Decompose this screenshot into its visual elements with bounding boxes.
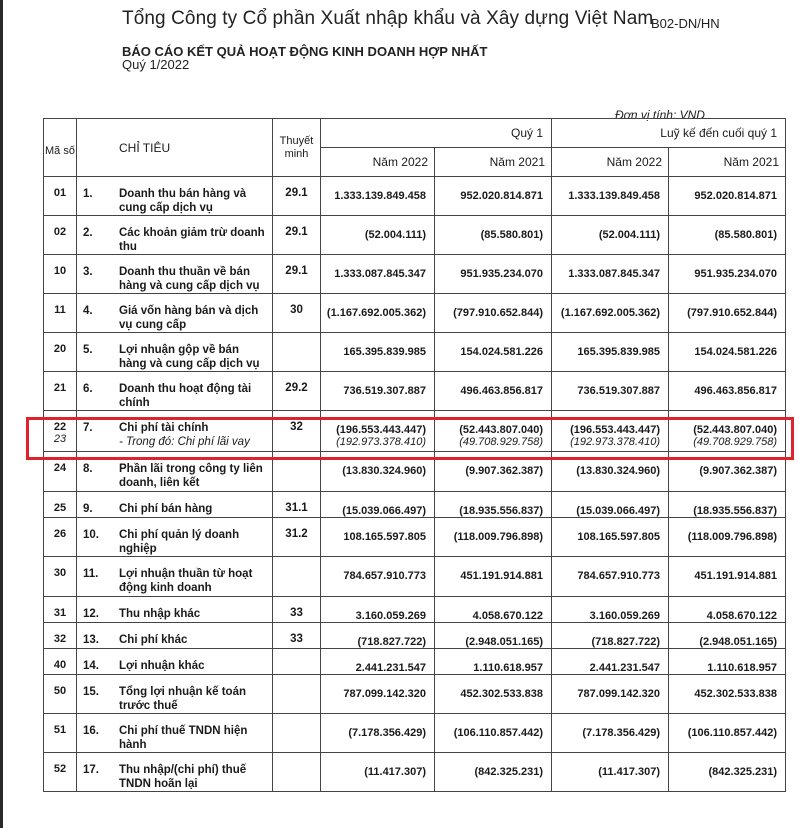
row-value: (196.553.443.447) (570, 424, 661, 436)
row-value-sub: (49.708.929.758) (693, 436, 778, 448)
row-indicator (77, 518, 273, 557)
row-value: 1.110.618.957 (707, 662, 778, 674)
row-code (44, 753, 77, 792)
row-indicator (77, 452, 273, 492)
row-value-y2021 (669, 597, 786, 623)
table-row (44, 518, 786, 557)
row-indicator (77, 623, 273, 649)
row-note: 29.1 (273, 177, 321, 216)
row-value-q2022 (321, 216, 435, 255)
row-code-value: 40 (53, 659, 67, 671)
row-value-q2021 (435, 714, 552, 753)
row-note: 32 (273, 411, 321, 452)
table-row (44, 216, 786, 255)
row-number: 16. (83, 725, 99, 737)
row-value: 451.191.914.881 (694, 570, 778, 582)
table-row (44, 597, 786, 623)
row-number: 5. (83, 344, 93, 356)
row-indicator (77, 333, 273, 372)
row-label-block (119, 343, 272, 371)
row-note: 31.1 (273, 492, 321, 518)
row-value-y2021 (669, 294, 786, 333)
row-value: 787.099.142.320 (577, 688, 661, 700)
header-row-group (44, 119, 786, 148)
row-value: 1.333.087.845.347 (334, 268, 426, 280)
row-value-y2022 (552, 753, 669, 792)
row-label-block (119, 607, 272, 621)
row-value: (18.935.556.837) (693, 505, 778, 517)
row-value: (15.039.066.497) (576, 505, 661, 517)
row-value-q2022 (321, 177, 435, 216)
table-row (44, 294, 786, 333)
header-quarter-group: Quý 1 (321, 119, 552, 148)
row-value-y2021 (669, 714, 786, 753)
row-value-y2022 (552, 714, 669, 753)
row-indicator (77, 597, 273, 623)
table-row (44, 675, 786, 714)
row-value: (196.553.443.447) (336, 424, 426, 436)
row-value-q2021 (435, 333, 552, 372)
row-code-value: 32 (53, 633, 67, 645)
row-value-q2021 (435, 753, 552, 792)
row-label: Chi phí khác (119, 634, 188, 646)
row-value-y2022 (552, 177, 669, 216)
row-sub-label: - Trong đó: Chi phí lãi vay (119, 436, 250, 448)
row-code (44, 255, 77, 294)
row-label: Thu nhập khác (119, 608, 201, 620)
income-statement-table (43, 118, 786, 792)
row-note: 29.1 (273, 255, 321, 294)
row-code-value: 11 (54, 304, 66, 316)
row-value-sub: (192.973.378.410) (570, 436, 661, 448)
row-code (44, 597, 77, 623)
row-value-y2022 (552, 411, 669, 452)
row-label: Lợi nhuận gộp về bán hàng và cung cấp dịch vụ (119, 344, 260, 370)
row-value-q2021 (435, 492, 552, 518)
row-code (44, 333, 77, 372)
row-indicator (77, 372, 273, 411)
row-value-q2022 (321, 649, 435, 675)
row-note: 29.1 (273, 216, 321, 255)
row-value-q2021 (435, 372, 552, 411)
row-number: 2. (83, 227, 93, 239)
row-code-value: 30 (53, 567, 67, 579)
row-code-value: 52 (53, 763, 67, 775)
row-value: 1.110.618.957 (473, 662, 544, 674)
row-note (273, 675, 321, 714)
row-value: 496.463.856.817 (460, 385, 544, 397)
row-value: 784.657.910.773 (577, 570, 661, 582)
header-code: Mã số (44, 119, 77, 177)
row-value-y2022 (552, 255, 669, 294)
row-code-value: 21 (53, 382, 67, 394)
row-code (44, 518, 77, 557)
row-value: (11.417.307) (598, 766, 661, 778)
row-value-q2021 (435, 452, 552, 492)
row-number: 11. (83, 568, 99, 580)
row-value: 4.058.670.122 (706, 610, 778, 622)
row-value-y2021 (669, 255, 786, 294)
row-value-y2022 (552, 675, 669, 714)
header-q-2021: Năm 2021 (435, 148, 552, 177)
row-value: (718.827.722) (357, 636, 426, 648)
row-label-block (119, 421, 272, 449)
row-value: 451.191.914.881 (460, 570, 544, 582)
row-indicator (77, 255, 273, 294)
row-code-value: 26 (53, 528, 67, 540)
row-code-value: 25 (53, 502, 67, 514)
row-value-q2021 (435, 177, 552, 216)
row-indicator (77, 411, 273, 452)
row-value: (85.580.801) (714, 229, 778, 241)
table-body (44, 177, 786, 792)
row-value-y2022 (552, 623, 669, 649)
row-note (273, 714, 321, 753)
row-indicator (77, 216, 273, 255)
row-label: Doanh thu bán hàng và cung cấp dịch vụ (119, 188, 247, 214)
row-value: 951.935.234.070 (460, 268, 544, 280)
row-label: Tổng lợi nhuận kế toán trước thuế (119, 686, 247, 712)
row-label-block (119, 685, 272, 713)
table-row (44, 714, 786, 753)
row-value-q2022 (321, 714, 435, 753)
row-label-block (119, 304, 272, 332)
row-value: 108.165.597.805 (343, 531, 426, 543)
row-code (44, 492, 77, 518)
row-value: 1.333.139.849.458 (334, 190, 426, 202)
row-value: (52.004.111) (364, 229, 426, 241)
row-number: 15. (83, 686, 99, 698)
row-value-q2022 (321, 623, 435, 649)
row-value: (842.325.231) (474, 766, 544, 778)
row-label: Chi phí tài chính (119, 422, 209, 434)
row-number: 17. (83, 764, 99, 776)
row-number: 8. (83, 463, 93, 475)
row-code-value: 50 (53, 685, 67, 697)
header-note: Thuyết minh (273, 119, 321, 177)
row-value: (52.443.807.040) (693, 424, 778, 436)
row-value: (797.910.652.844) (453, 307, 544, 319)
row-value: 952.020.814.871 (694, 190, 778, 202)
row-code-value: 01 (53, 187, 67, 199)
row-code (44, 411, 77, 452)
row-value: (15.039.066.497) (342, 505, 426, 517)
row-value-y2021 (669, 372, 786, 411)
row-value-y2022 (552, 294, 669, 333)
row-value: 452.302.533.838 (694, 688, 778, 700)
row-indicator (77, 714, 273, 753)
row-number: 4. (83, 305, 93, 317)
row-indicator (77, 649, 273, 675)
row-label-block (119, 187, 272, 215)
row-code (44, 714, 77, 753)
currency-unit: Đơn vị tính: VND (615, 108, 705, 122)
row-code-value: 02 (53, 226, 67, 238)
row-label-block (119, 763, 272, 791)
table-row (44, 492, 786, 518)
row-value: (13.830.324.960) (576, 465, 661, 477)
row-value: 736.519.307.887 (343, 385, 426, 397)
row-value-q2021 (435, 675, 552, 714)
report-period: Quý 1/2022 (122, 57, 190, 72)
row-label-block (119, 226, 272, 254)
row-value-y2021 (669, 557, 786, 597)
row-value: 496.463.856.817 (694, 385, 778, 397)
row-value-q2022 (321, 597, 435, 623)
row-value-sub: (192.973.378.410) (336, 436, 426, 448)
row-value: (11.417.307) (364, 766, 426, 778)
row-value-q2022 (321, 294, 435, 333)
row-value: 952.020.814.871 (460, 190, 544, 202)
row-value: (797.910.652.844) (687, 307, 778, 319)
row-value: (1.167.692.005.362) (560, 307, 661, 319)
row-value-q2021 (435, 411, 552, 452)
table-row (44, 557, 786, 597)
row-value: 3.160.059.269 (589, 610, 661, 622)
row-note (273, 557, 321, 597)
row-value-q2021 (435, 649, 552, 675)
row-code-value: 31 (53, 607, 67, 619)
row-label-block (119, 659, 272, 673)
row-value: (7.178.356.429) (348, 727, 426, 739)
row-value: (85.580.801) (480, 229, 544, 241)
row-value: 951.935.234.070 (694, 268, 778, 280)
row-value-y2021 (669, 492, 786, 518)
row-label: Phần lãi trong công ty liên doanh, liên kết (119, 463, 263, 489)
row-value-y2022 (552, 557, 669, 597)
row-value: (2.948.051.165) (699, 636, 778, 648)
row-note (273, 649, 321, 675)
table-row (44, 452, 786, 492)
row-value-q2022 (321, 372, 435, 411)
row-value: (2.948.051.165) (465, 636, 544, 648)
row-value-sub: (49.708.929.758) (459, 436, 544, 448)
row-value-q2022 (321, 255, 435, 294)
company-name: Tổng Công ty Cổ phần Xuất nhập khẩu và Xây dựng Việt Nam (122, 8, 654, 29)
report-title: BÁO CÁO KẾT QUẢ HOẠT ĐỘNG KINH DOANH HỢP NHẤT (122, 44, 488, 59)
row-value: 2.441.231.547 (355, 662, 426, 674)
row-indicator (77, 177, 273, 216)
row-code (44, 675, 77, 714)
row-value-q2021 (435, 597, 552, 623)
row-indicator (77, 675, 273, 714)
row-value-q2022 (321, 333, 435, 372)
row-indicator (77, 294, 273, 333)
row-value: 165.395.839.985 (577, 346, 661, 358)
row-value-q2021 (435, 216, 552, 255)
row-value: 1.333.139.849.458 (568, 190, 661, 202)
row-note (273, 452, 321, 492)
row-code-value: 51 (53, 724, 67, 736)
row-label: Chi phí thuế TNDN hiện hành (119, 725, 248, 751)
row-value-q2021 (435, 557, 552, 597)
table-row (44, 333, 786, 372)
row-value-q2021 (435, 518, 552, 557)
row-value: (9.907.362.387) (699, 465, 778, 477)
row-value-y2021 (669, 177, 786, 216)
row-indicator (77, 492, 273, 518)
row-note (273, 753, 321, 792)
row-number: 12. (83, 608, 99, 620)
table-row (44, 372, 786, 411)
table-row (44, 753, 786, 792)
row-label: Chi phí bán hàng (119, 503, 213, 515)
row-value-y2022 (552, 216, 669, 255)
row-value-y2021 (669, 675, 786, 714)
row-note: 31.2 (273, 518, 321, 557)
row-value: 154.024.581.226 (694, 346, 778, 358)
row-value: (7.178.356.429) (582, 727, 661, 739)
row-value-q2022 (321, 753, 435, 792)
table-row (44, 623, 786, 649)
header-indicator: CHỈ TIÊU (77, 119, 273, 177)
row-value-y2021 (669, 623, 786, 649)
row-value-y2022 (552, 452, 669, 492)
row-value-q2022 (321, 411, 435, 452)
row-value: 2.441.231.547 (589, 662, 661, 674)
row-code (44, 177, 77, 216)
row-label: Lợi nhuận thuần từ hoạt động kinh doanh (119, 568, 253, 594)
row-value: 787.099.142.320 (343, 688, 426, 700)
table-row (44, 255, 786, 294)
row-value: (18.935.556.837) (459, 505, 544, 517)
row-note: 33 (273, 597, 321, 623)
header-ytd-group: Luỹ kế đến cuối quý 1 (552, 119, 786, 148)
row-value-y2022 (552, 597, 669, 623)
header-q-2022: Năm 2022 (321, 148, 435, 177)
row-value: (9.907.362.387) (465, 465, 544, 477)
row-value-q2021 (435, 623, 552, 649)
row-value-y2021 (669, 649, 786, 675)
row-label-block (119, 724, 272, 752)
row-value: (118.009.796.898) (453, 531, 544, 543)
row-label-block (119, 502, 272, 516)
row-value-q2022 (321, 492, 435, 518)
row-value-y2021 (669, 518, 786, 557)
row-value: 3.160.059.269 (355, 610, 426, 622)
row-label: Giá vốn hàng bán và dịch vụ cung cấp (119, 305, 259, 331)
row-value-y2022 (552, 372, 669, 411)
row-code-value: 10 (53, 265, 67, 277)
row-code (44, 649, 77, 675)
row-label: Doanh thu thuần về bán hàng và cung cấp dịch vụ (119, 266, 260, 292)
row-code (44, 216, 77, 255)
row-number: 9. (83, 503, 93, 515)
row-value: (1.167.692.005.362) (326, 307, 426, 319)
page-edge (0, 0, 3, 828)
row-value: (118.009.796.898) (687, 531, 778, 543)
row-label-block (119, 462, 272, 490)
row-label-block (119, 265, 272, 293)
row-value: 108.165.597.805 (577, 531, 661, 543)
row-value-q2022 (321, 675, 435, 714)
row-value-q2021 (435, 255, 552, 294)
row-value: (106.110.857.442) (687, 727, 778, 739)
row-label: Các khoản giảm trừ doanh thu (119, 227, 265, 253)
row-value-y2021 (669, 753, 786, 792)
row-value-y2021 (669, 216, 786, 255)
row-value: 165.395.839.985 (343, 346, 426, 358)
row-label-block (119, 382, 272, 410)
row-value: (718.827.722) (591, 636, 661, 648)
row-value: 154.024.581.226 (460, 346, 544, 358)
row-code (44, 294, 77, 333)
table-row (44, 411, 786, 452)
row-value: (52.443.807.040) (459, 424, 544, 436)
row-code (44, 372, 77, 411)
row-value-y2021 (669, 411, 786, 452)
row-code (44, 623, 77, 649)
row-code-value: 20 (53, 343, 67, 355)
row-value-y2022 (552, 649, 669, 675)
row-value-y2022 (552, 518, 669, 557)
row-label: Doanh thu hoạt động tài chính (119, 383, 252, 409)
row-value-q2021 (435, 294, 552, 333)
row-code-value: 24 (53, 462, 67, 474)
row-value: 736.519.307.887 (577, 385, 661, 397)
table-row (44, 649, 786, 675)
row-code (44, 557, 77, 597)
row-number: 6. (83, 383, 93, 395)
row-value-y2022 (552, 333, 669, 372)
row-value: 784.657.910.773 (343, 570, 426, 582)
row-value-y2021 (669, 333, 786, 372)
row-number: 7. (83, 422, 93, 434)
row-value: (842.325.231) (708, 766, 778, 778)
row-note: 29.2 (273, 372, 321, 411)
row-value-y2022 (552, 492, 669, 518)
row-label: Chi phí quản lý doanh nghiệp (119, 529, 240, 555)
row-code (44, 452, 77, 492)
row-number: 3. (83, 266, 93, 278)
row-code-value: 22 (53, 421, 67, 433)
row-value: (52.004.111) (598, 229, 661, 241)
row-value-q2022 (321, 518, 435, 557)
row-indicator (77, 753, 273, 792)
row-value-q2022 (321, 557, 435, 597)
row-number: 13. (83, 634, 99, 646)
row-value: 1.333.087.845.347 (568, 268, 661, 280)
row-label-block (119, 567, 272, 595)
row-number: 10. (83, 529, 99, 541)
row-label-block (119, 633, 272, 647)
row-note (273, 333, 321, 372)
row-indicator (77, 557, 273, 597)
row-label: Thu nhập/(chi phí) thuế TNDN hoãn lại (119, 764, 247, 790)
row-label: Lợi nhuận khác (119, 660, 205, 672)
header-ytd-2022: Năm 2022 (552, 148, 669, 177)
row-code-sub: 23 (53, 433, 67, 445)
row-note: 33 (273, 623, 321, 649)
row-note: 30 (273, 294, 321, 333)
row-number: 14. (83, 660, 99, 672)
row-value: (106.110.857.442) (453, 727, 544, 739)
row-value: 4.058.670.122 (472, 610, 544, 622)
row-value: 452.302.533.838 (460, 688, 544, 700)
row-value-q2022 (321, 452, 435, 492)
header-ytd-2021: Năm 2021 (669, 148, 786, 177)
table-row (44, 177, 786, 216)
form-code: B02-DN/HN (651, 16, 720, 31)
row-value-y2021 (669, 452, 786, 492)
row-label-block (119, 528, 272, 556)
row-number: 1. (83, 188, 93, 200)
row-value: (13.830.324.960) (342, 465, 426, 477)
